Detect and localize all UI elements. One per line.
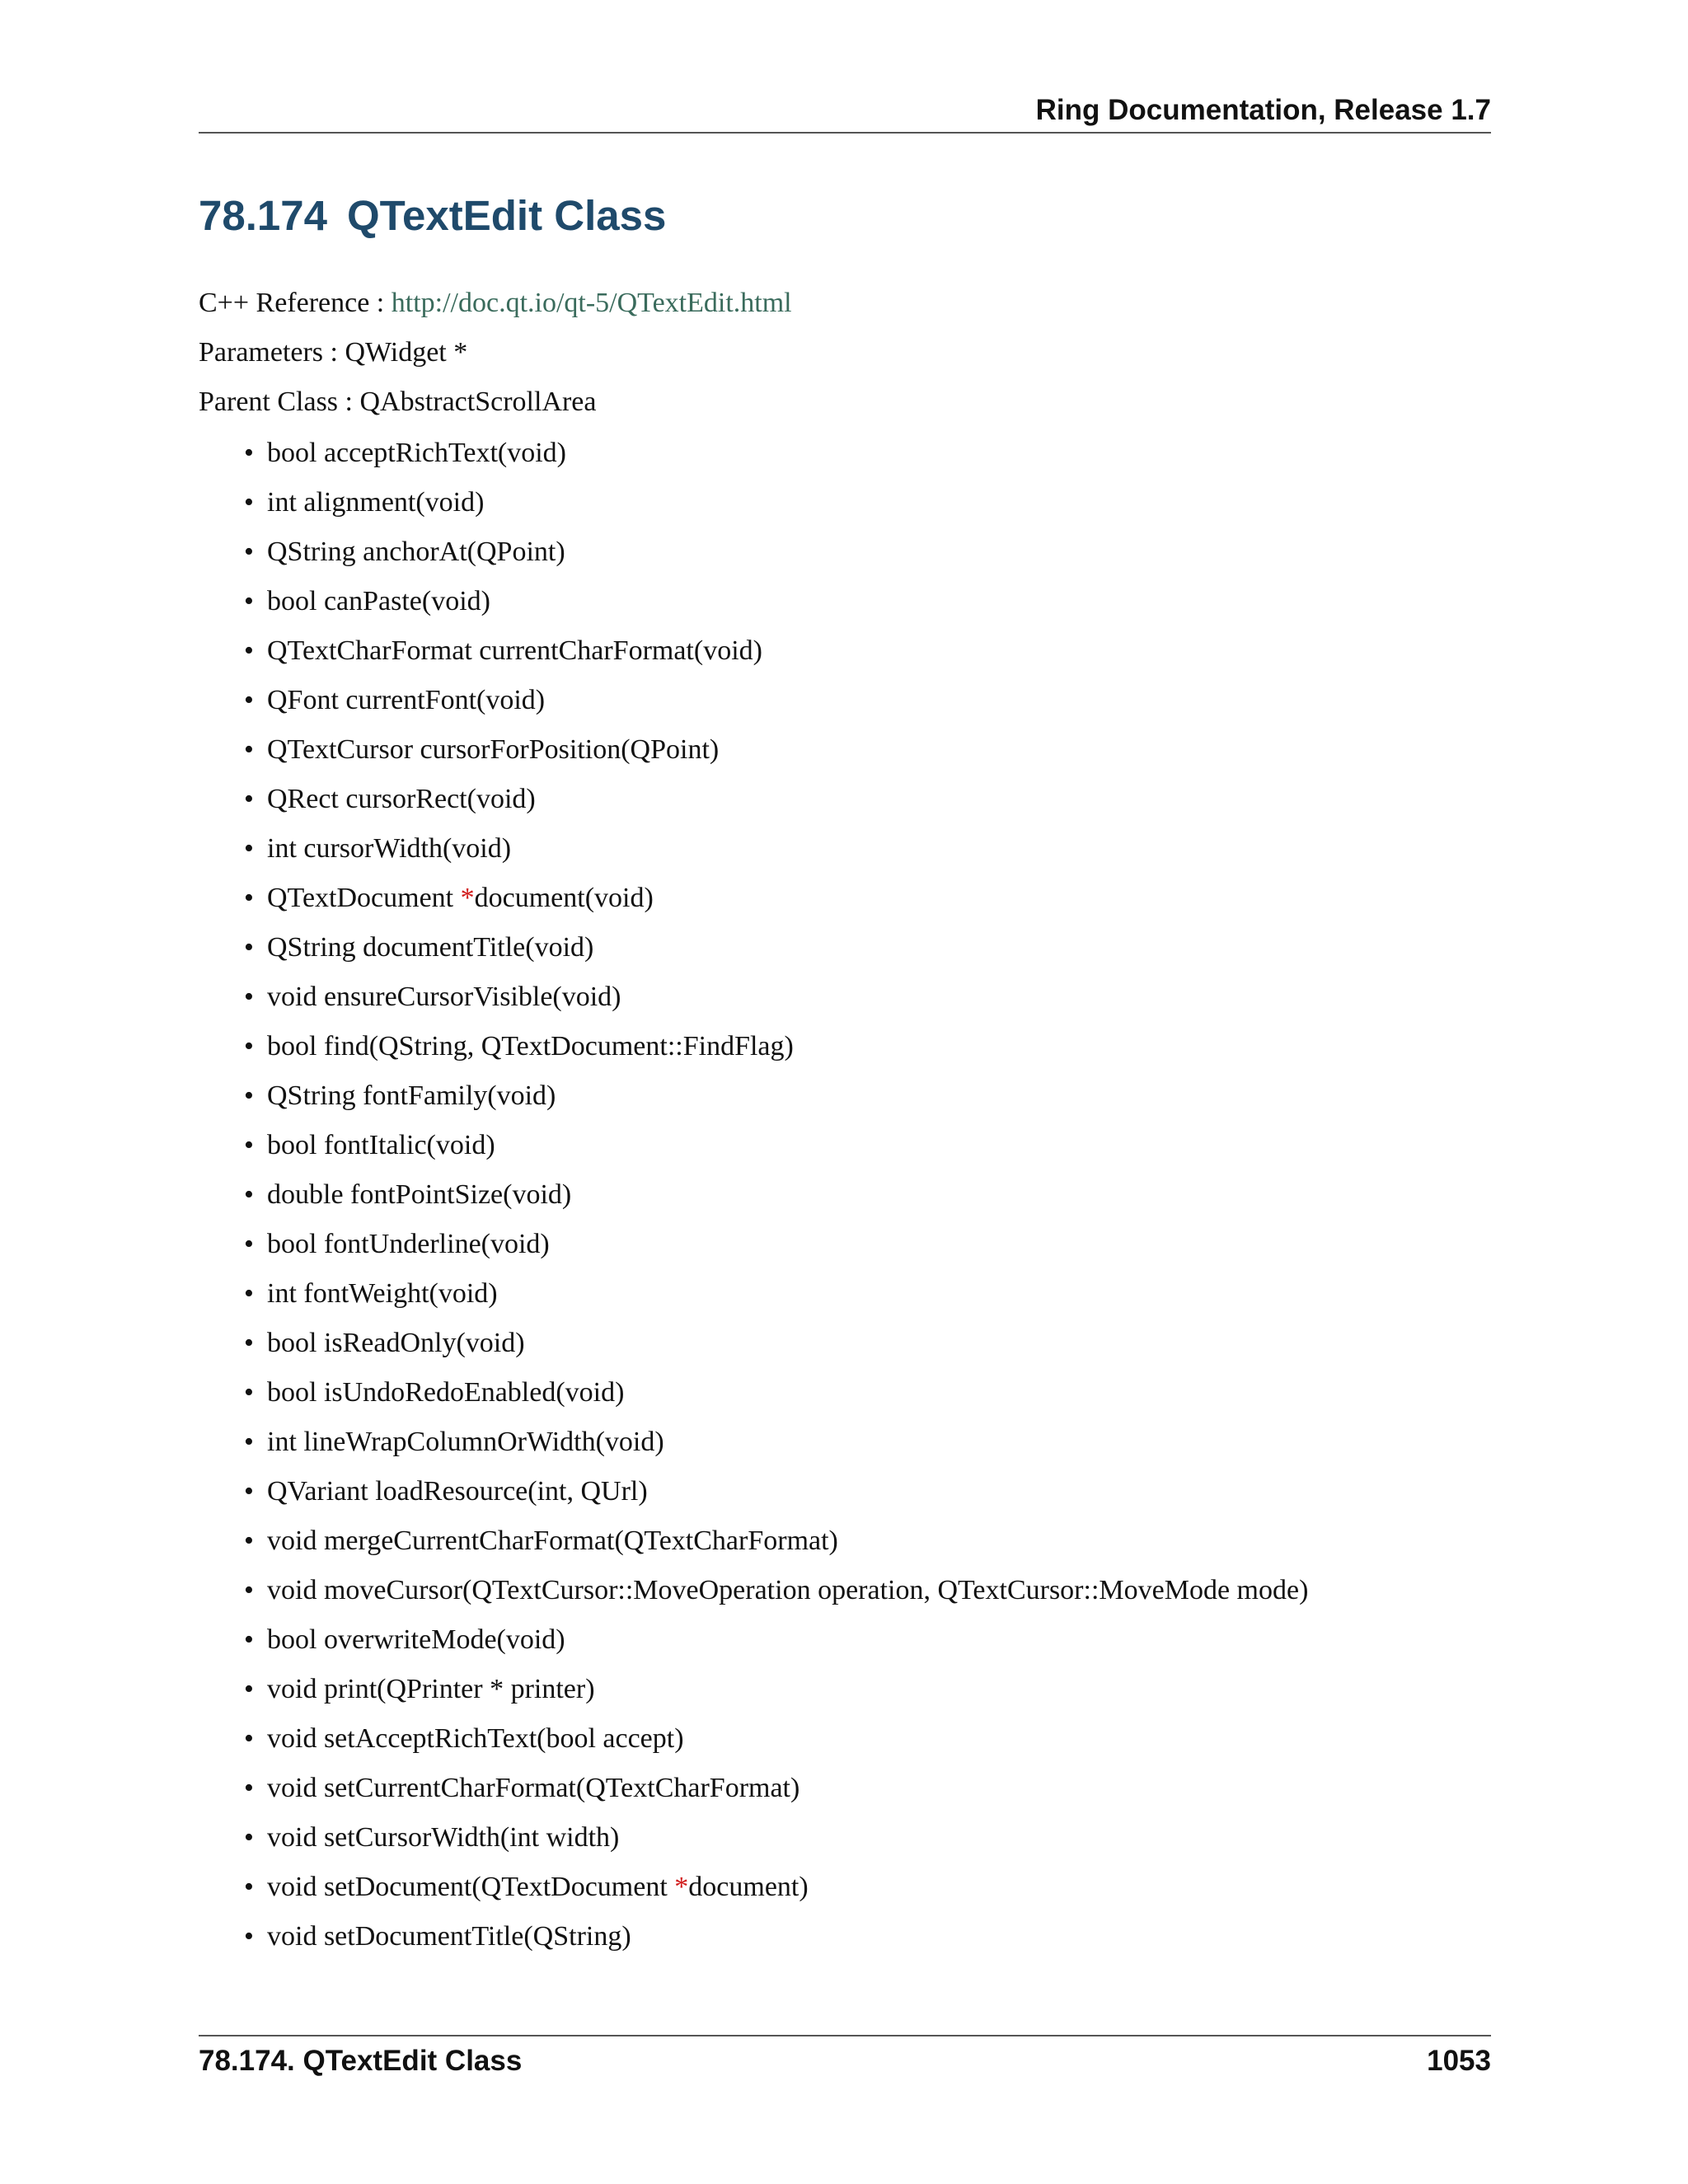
method-item (199, 1129, 1308, 1179)
method-signature: void setCurrentCharFormat(QTextCharFormat) (267, 1773, 800, 1803)
bullet-icon: • (244, 487, 254, 518)
method-signature-rest: document(void) (474, 883, 654, 913)
method-signature: int cursorWidth(void) (267, 833, 512, 864)
method-signature: bool overwriteMode(void) (267, 1624, 565, 1655)
bullet-icon: • (244, 1179, 254, 1210)
bullet-icon: • (244, 833, 254, 864)
parameters-line: Parameters : QWidget * (199, 337, 468, 368)
method-item (199, 1327, 1308, 1376)
method-item (199, 1475, 1308, 1525)
bullet-icon: • (244, 1229, 254, 1259)
bullet-icon: • (244, 1674, 254, 1704)
method-item (199, 1821, 1308, 1871)
method-signature: void mergeCurrentCharFormat(QTextCharFormat) (267, 1526, 838, 1556)
bullet-icon: • (244, 1328, 254, 1358)
bullet-icon: • (244, 932, 254, 963)
bullet-icon: • (244, 1921, 254, 1952)
cpp-reference-label: C++ Reference : (199, 288, 392, 318)
method-item (199, 1772, 1308, 1821)
method-item (199, 783, 1308, 832)
page-number: 1053 (1427, 2045, 1491, 2077)
method-item (199, 684, 1308, 733)
section-title: QTextEdit Class (347, 192, 667, 239)
method-signature: void setDocument(QTextDocument (267, 1872, 675, 1902)
method-signature: void setCursorWidth(int width) (267, 1822, 620, 1853)
page-header (199, 91, 1491, 134)
method-item (199, 1722, 1308, 1772)
method-item (199, 1030, 1308, 1080)
section-heading (199, 191, 666, 240)
method-signature: QTextCharFormat currentCharFormat(void) (267, 635, 762, 666)
bullet-icon: • (244, 883, 254, 913)
bullet-icon: • (244, 586, 254, 616)
method-signature: bool isReadOnly(void) (267, 1328, 525, 1358)
method-signature: void print(QPrinter * printer) (267, 1674, 595, 1704)
page-footer (199, 2035, 1491, 2086)
method-item (199, 585, 1308, 635)
method-signature: void moveCursor(QTextCursor::MoveOperation operation, QTextCursor::MoveMode mode) (267, 1575, 1309, 1605)
method-signature: QRect cursorRect(void) (267, 784, 536, 814)
bullet-icon: • (244, 1723, 254, 1754)
bullet-icon: • (244, 1427, 254, 1457)
document-title: Ring Documentation, Release 1.7 (1035, 94, 1491, 126)
method-item (199, 1673, 1308, 1722)
bullet-icon: • (244, 982, 254, 1012)
bullet-icon: • (244, 1476, 254, 1507)
footer-section-title: 78.174. QTextEdit Class (199, 2045, 523, 2077)
method-item (199, 1179, 1308, 1228)
method-item (199, 635, 1308, 684)
method-signature: bool isUndoRedoEnabled(void) (267, 1377, 625, 1408)
method-signature: bool fontItalic(void) (267, 1130, 495, 1160)
method-signature: QString anchorAt(QPoint) (267, 537, 565, 567)
method-item (199, 1228, 1308, 1277)
bullet-icon: • (244, 1575, 254, 1605)
method-item (199, 1574, 1308, 1624)
method-item (199, 1871, 1308, 1920)
parent-class-line: Parent Class : QAbstractScrollArea (199, 387, 597, 417)
method-signature: bool fontUnderline(void) (267, 1229, 550, 1259)
method-signature: int alignment(void) (267, 487, 485, 518)
bullet-icon: • (244, 1872, 254, 1902)
method-item (199, 1920, 1308, 1970)
method-item (199, 733, 1308, 783)
method-signature: double fontPointSize(void) (267, 1179, 572, 1210)
method-item (199, 437, 1308, 486)
method-signature: QTextDocument (267, 883, 461, 913)
method-item (199, 1376, 1308, 1426)
method-signature: bool find(QString, QTextDocument::FindFlag) (267, 1031, 794, 1062)
method-signature: QVariant loadResource(int, QUrl) (267, 1476, 648, 1507)
bullet-icon: • (244, 537, 254, 567)
method-list (199, 437, 1308, 1970)
bullet-icon: • (244, 1377, 254, 1408)
method-signature: bool acceptRichText(void) (267, 438, 566, 468)
method-item (199, 882, 1308, 931)
method-item (199, 536, 1308, 585)
pointer-star: * (460, 883, 475, 913)
section-number: 78.174 (199, 192, 327, 239)
bullet-icon: • (244, 1130, 254, 1160)
pointer-star: * (674, 1872, 689, 1902)
method-signature: QTextCursor cursorForPosition(QPoint) (267, 734, 720, 765)
bullet-icon: • (244, 1624, 254, 1655)
method-item (199, 981, 1308, 1030)
bullet-icon: • (244, 635, 254, 666)
method-item (199, 832, 1308, 882)
bullet-icon: • (244, 1526, 254, 1556)
method-signature: int fontWeight(void) (267, 1278, 498, 1309)
method-item (199, 1525, 1308, 1574)
method-item (199, 486, 1308, 536)
method-signature: QString fontFamily(void) (267, 1080, 556, 1111)
method-item (199, 1426, 1308, 1475)
cpp-reference-line (199, 287, 792, 320)
method-item (199, 1080, 1308, 1129)
method-signature: QFont currentFont(void) (267, 685, 546, 715)
method-item (199, 931, 1308, 981)
method-item (199, 1624, 1308, 1673)
method-signature: void setAcceptRichText(bool accept) (267, 1723, 684, 1754)
method-signature-rest: document) (688, 1872, 809, 1902)
method-item (199, 1277, 1308, 1327)
bullet-icon: • (244, 1080, 254, 1111)
bullet-icon: • (244, 1031, 254, 1062)
method-signature: void ensureCursorVisible(void) (267, 982, 621, 1012)
method-signature: void setDocumentTitle(QString) (267, 1921, 631, 1952)
cpp-reference-link[interactable]: http://doc.qt.io/qt-5/QTextEdit.html (391, 288, 792, 318)
method-signature: QString documentTitle(void) (267, 932, 594, 963)
bullet-icon: • (244, 734, 254, 765)
bullet-icon: • (244, 1822, 254, 1853)
bullet-icon: • (244, 1278, 254, 1309)
bullet-icon: • (244, 784, 254, 814)
bullet-icon: • (244, 685, 254, 715)
method-signature: bool canPaste(void) (267, 586, 490, 616)
bullet-icon: • (244, 438, 254, 468)
method-signature: int lineWrapColumnOrWidth(void) (267, 1427, 664, 1457)
bullet-icon: • (244, 1773, 254, 1803)
